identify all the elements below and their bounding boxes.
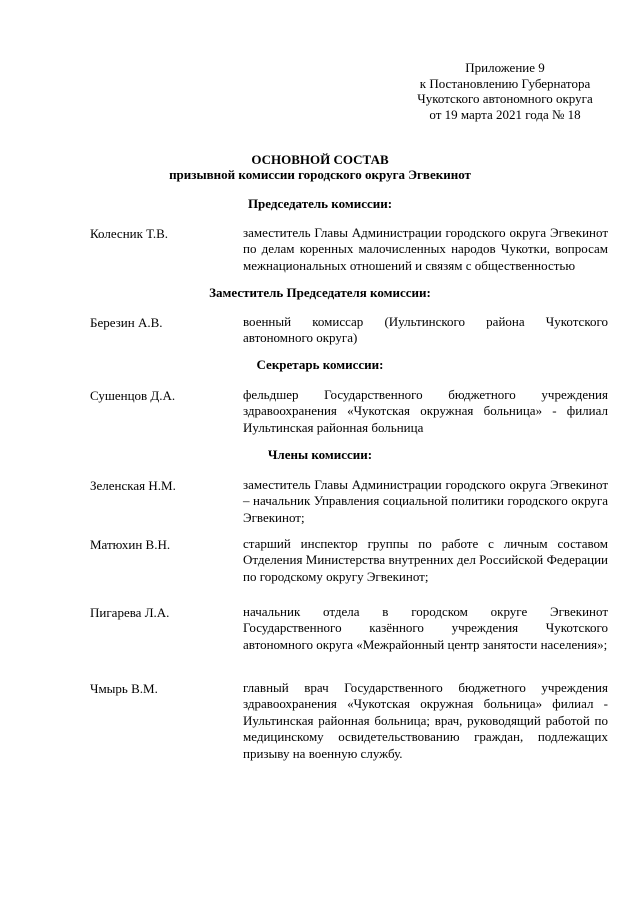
section-heading-secretary: Секретарь комиссии: bbox=[256, 357, 384, 372]
appendix-line-3: Чукотского автономного округа bbox=[417, 91, 593, 106]
document-subtitle: призывной комиссии городского округа Эгвекинот bbox=[169, 167, 471, 182]
member-role: старший инспектор группы по работе с личным составом Отделения Министерства внутренних дел Российской Федерации по городскому округу Эгвекинот; bbox=[243, 536, 608, 584]
member-name: Зеленская Н.М. bbox=[90, 478, 176, 493]
document-title: ОСНОВНОЙ СОСТАВ bbox=[251, 152, 389, 167]
appendix-block bbox=[380, 60, 630, 122]
member-role: заместитель Главы Администрации городского округа Эгвекинот по делам коренных малочисленных народов Чукотки, вопросам межнациональных отношений и связям с общественностью bbox=[243, 225, 608, 273]
member-name: Пигарева Л.А. bbox=[90, 605, 170, 620]
member-name: Сушенцов Д.А. bbox=[90, 388, 176, 403]
member-role: военный комиссар (Иультинского района Чукотского автономного округа) bbox=[243, 314, 608, 346]
member-role: заместитель Главы Администрации городского округа Эгвекинот – начальник Управления социальной политики городского округа Эгвекинот; bbox=[243, 477, 608, 525]
member-name: Чмырь В.М. bbox=[90, 681, 158, 696]
member-role: фельдшер Государственного бюджетного учреждения здравоохранения «Чукотская окружная больница» - филиал Иультинская районная больница bbox=[243, 387, 608, 435]
section-heading-members: Члены комиссии: bbox=[267, 447, 373, 462]
member-name: Матюхин В.Н. bbox=[90, 537, 171, 552]
appendix-line-2: к Постановлению Губернатора bbox=[419, 75, 591, 91]
member-role: главный врач Государственного бюджетного учреждения здравоохранения «Чукотская окружная больница» филиал - Иультинская районная больница; врач, руководящий работой по медицинскому освидетельствованию граждан, подлежащих призыву на военную службу. bbox=[243, 680, 608, 761]
section-heading-chairman: Председатель комиссии: bbox=[247, 196, 393, 211]
appendix-line-1: Приложение 9 bbox=[465, 60, 545, 75]
member-name: Березин А.В. bbox=[90, 315, 163, 330]
appendix-line-4: от 19 марта 2021 года № 18 bbox=[429, 106, 581, 122]
member-role: начальник отдела в городском округе Эгвекинот Государственного казённого учреждения Чукотского автономного округа «Межрайонный центр занятости населения»; bbox=[243, 604, 608, 652]
member-name: Колесник Т.В. bbox=[90, 226, 168, 241]
section-heading-deputy: Заместитель Председателя комиссии: bbox=[209, 285, 431, 300]
